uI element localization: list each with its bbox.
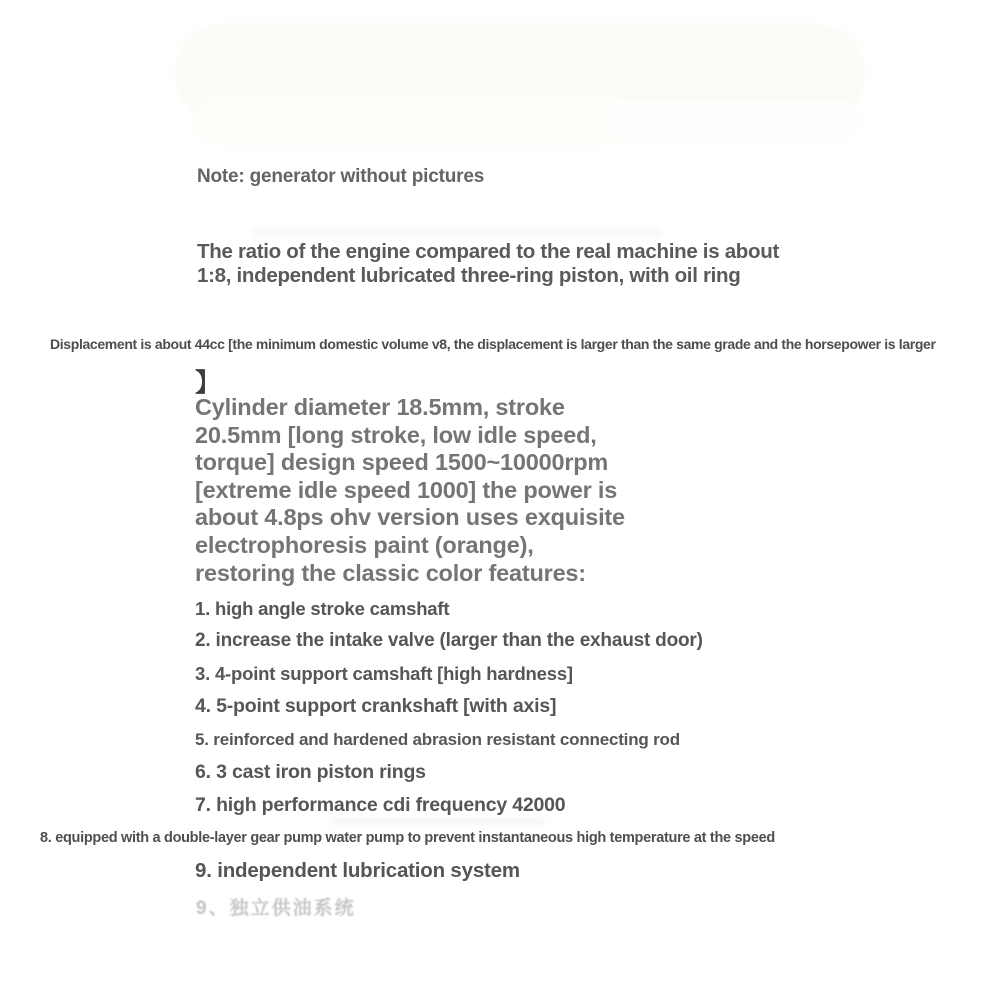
- faded-chinese-text: 9、独立供油系统: [196, 898, 356, 919]
- spec-paragraph: [195, 394, 625, 587]
- feature-item-4: 4. 5-point support crankshaft [with axis]: [195, 695, 557, 717]
- feature-item-2: 2. increase the intake valve (larger than the exhaust door): [195, 630, 703, 651]
- displacement-text: Displacement is about 44cc [the minimum domestic volume v8, the displacement is larger than the same grade and the horsepower is larger: [50, 336, 936, 352]
- spec-line-4: [extreme idle speed 1000] the power is: [195, 476, 618, 503]
- erasure-smudge-bottom: [330, 817, 545, 825]
- spec-line-1: Cylinder diameter 18.5mm, stroke: [195, 394, 565, 420]
- feature-item-5: 5. reinforced and hardened abrasion resistant connecting rod: [195, 730, 680, 749]
- spec-line-5: about 4.8ps ohv version uses exquisite: [195, 504, 625, 531]
- feature-item-7: 7. high performance cdi frequency 42000: [195, 794, 566, 816]
- heading-line-1: The ratio of the engine compared to the real machine is about: [197, 240, 779, 263]
- feature-item-1: 1. high angle stroke camshaft: [195, 598, 450, 619]
- spec-line-2: 20.5mm [long stroke, low idle speed,: [195, 421, 597, 448]
- feature-item-9: 9. independent lubrication system: [195, 859, 520, 882]
- engine-ratio-heading: [197, 240, 779, 287]
- erased-photo-blob-secondary: [192, 95, 632, 145]
- note-text: Note: generator without pictures: [197, 166, 485, 187]
- feature-item-6: 6. 3 cast iron piston rings: [195, 761, 426, 783]
- heading-line-2: 1:8, independent lubricated three-ring piston, with oil ring: [197, 263, 741, 287]
- spec-line-3: torque] design speed 1500~10000rpm: [195, 449, 609, 476]
- erased-photo-blob-right: [600, 100, 860, 140]
- feature-item-3: 3. 4-point support camshaft [high hardness]: [195, 663, 573, 684]
- spec-line-6: electrophoresis paint (orange),: [195, 531, 534, 558]
- erasure-smudge-top: [252, 228, 662, 238]
- spec-line-7: restoring the classic color features:: [195, 559, 586, 586]
- feature-item-8: 8. equipped with a double-layer gear pump water pump to prevent instantaneous high temperature at the speed: [40, 830, 775, 846]
- closing-bracket-glyph: 】: [195, 369, 221, 397]
